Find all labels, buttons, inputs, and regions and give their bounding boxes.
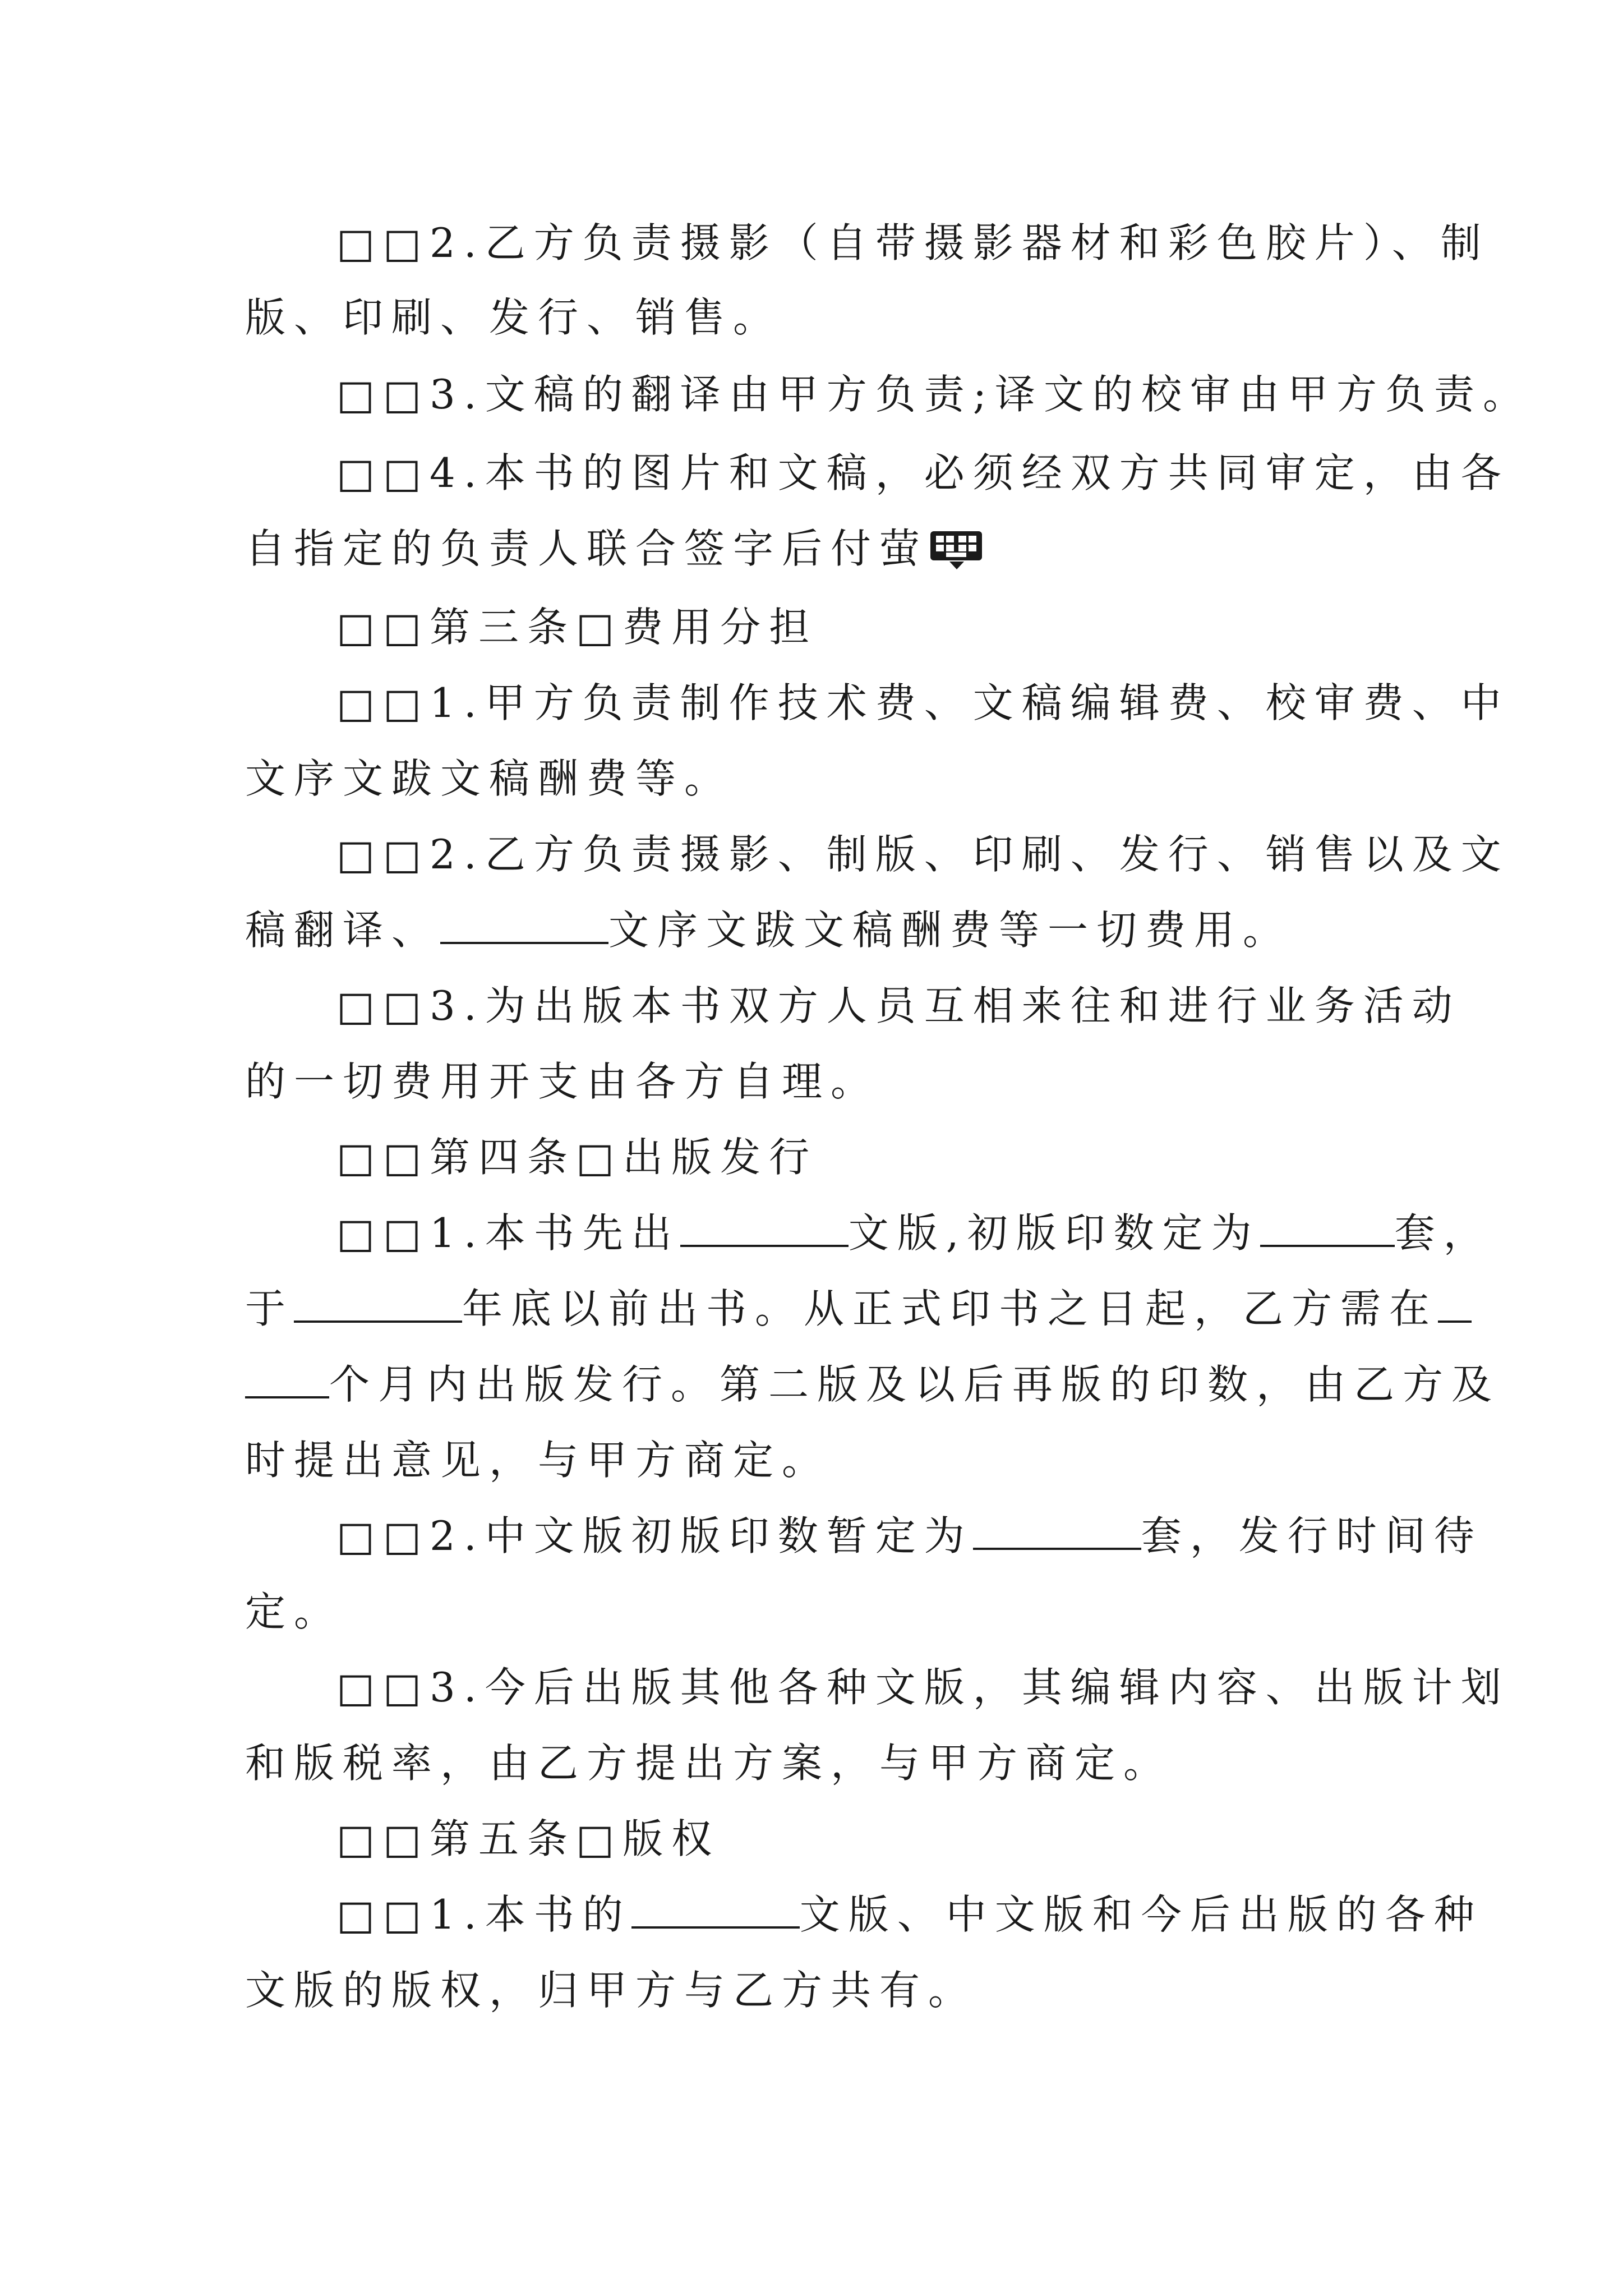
heading-text: □□第五条□版权: [336, 1815, 721, 1862]
paragraph-line: [336, 367, 1532, 421]
line-text: 年底以前出书。从正式印书之日起，乙方需在: [462, 1285, 1438, 1332]
paragraph-line: [245, 1585, 343, 1639]
fill-in-blank[interactable]: [245, 1359, 329, 1398]
line-text: □□2.乙方负责摄影、制版、印刷、发行、销售以及文: [336, 831, 1510, 878]
paragraph-line: [336, 1206, 1492, 1260]
paragraph-line: [245, 903, 1292, 957]
section-heading: [336, 600, 818, 654]
fill-in-blank[interactable]: [680, 1208, 849, 1247]
fill-in-blank[interactable]: [1260, 1208, 1395, 1247]
paragraph-line: [336, 446, 1510, 500]
paragraph-line: [245, 1963, 977, 2017]
line-text: □□3.今后出版其他各种文版，其编辑内容、出版计划: [336, 1664, 1510, 1711]
line-text: 定。: [245, 1588, 343, 1635]
line-text: □□2.中文版初版印数暂定为: [336, 1512, 973, 1559]
paragraph-line: [245, 1358, 1500, 1411]
line-text: □□4.本书的图片和文稿，必须经双方共同审定，由各: [336, 449, 1510, 496]
fill-in-blank[interactable]: [631, 1889, 800, 1929]
section-heading: [336, 1130, 818, 1184]
paragraph-line: [245, 1736, 1172, 1790]
line-text: 个月内出版发行。第二版及以后再版的印数，由乙方及: [329, 1361, 1501, 1408]
line-text: □□3.为出版本书双方人员互相来往和进行业务活动: [336, 982, 1461, 1029]
line-text: 稿翻译、: [245, 907, 441, 954]
paragraph-line: [336, 1888, 1483, 1941]
line-text: □□1.本书的: [336, 1891, 631, 1938]
line-text: 文序文跋文稿酬费等。: [245, 755, 734, 802]
line-text: 自指定的负责人联合签字后付萤: [245, 525, 929, 572]
line-text: 和版税率，由乙方提出方案，与甲方商定。: [245, 1740, 1173, 1787]
paragraph-line: [245, 752, 733, 806]
paragraph-line: [245, 1282, 1472, 1336]
fill-in-blank[interactable]: [294, 1283, 462, 1323]
paragraph-line: [336, 676, 1510, 730]
line-text: 文版、中文版和今后出版的各种: [799, 1891, 1483, 1938]
heading-text: □□第三条□费用分担: [336, 604, 818, 651]
paragraph-line: [336, 1660, 1510, 1714]
line-text: 于: [245, 1285, 294, 1332]
line-text: □□1.甲方负责制作技术费、文稿编辑费、校审费、中: [336, 679, 1510, 726]
fill-in-blank[interactable]: [440, 905, 608, 944]
fill-in-blank[interactable]: [973, 1511, 1141, 1550]
paragraph-line: [336, 827, 1510, 881]
line-text: 的一切费用开支由各方自理。: [245, 1058, 880, 1105]
line-text: 套，: [1394, 1209, 1492, 1257]
heading-text: □□第四条□出版发行: [336, 1134, 818, 1181]
line-text: 文版,初版印数定为: [848, 1209, 1260, 1257]
line-text: □□2.乙方负责摄影（自带摄影器材和彩色胶片）、制: [336, 219, 1490, 266]
paragraph-line: [336, 979, 1461, 1033]
line-text: 套，发行时间待: [1141, 1512, 1483, 1559]
line-text: 时提出意见，与甲方商定。: [245, 1437, 831, 1484]
line-text: 文版的版权，归甲方与乙方共有。: [245, 1967, 978, 2014]
line-text: 文序文跋文稿酬费等一切费用。: [608, 907, 1292, 954]
fill-in-blank[interactable]: [1438, 1283, 1472, 1323]
paragraph-line: [245, 1055, 879, 1108]
line-text: 版、印刷、发行、销售。: [245, 294, 782, 341]
line-text: □□3.文稿的翻译由甲方负责;译文的校审由甲方负责。: [336, 371, 1532, 418]
section-heading: [336, 1812, 720, 1866]
paragraph-line: [245, 522, 982, 576]
paragraph-line: [336, 216, 1490, 270]
paragraph-line: [245, 291, 782, 344]
line-text: □□1.本书先出: [336, 1209, 680, 1257]
paragraph-line: [245, 1433, 831, 1487]
signature-keyboard-icon: [930, 531, 982, 565]
paragraph-line: [336, 1509, 1483, 1563]
